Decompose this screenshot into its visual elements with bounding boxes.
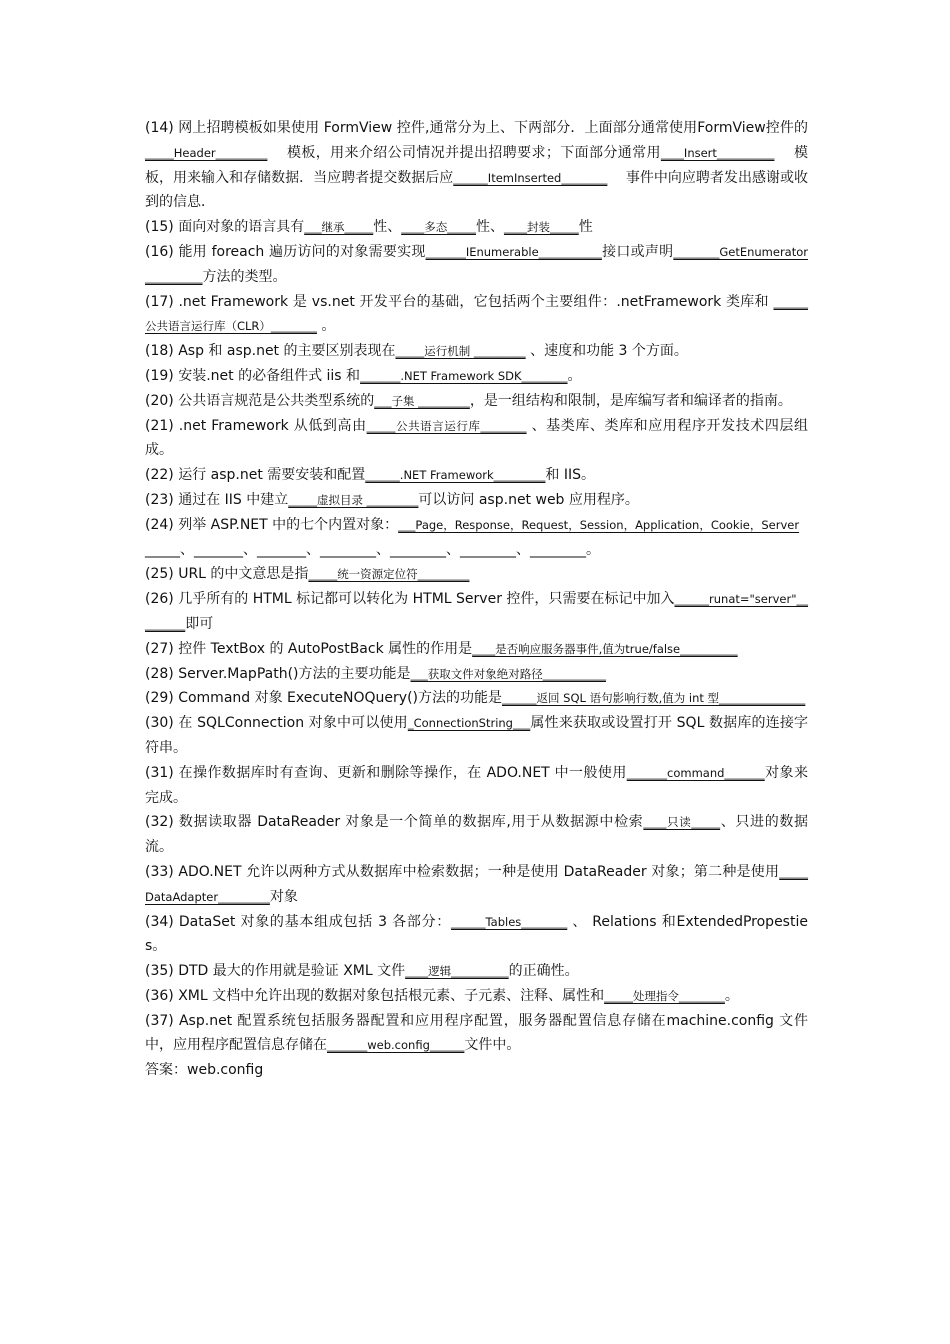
question-text: 几乎所有的 HTML 标记都可以转化为 HTML Server 控件，只需要在标记中加入: [178, 591, 675, 608]
question-number: (24): [145, 516, 179, 533]
question-item: [145, 910, 808, 960]
answer-blank: ___Page，Response，Request，Session，Application，Cookie，Server: [398, 517, 800, 532]
question-text: XML 文档中允许出现的数据对象包括根元素、子元素、注释、属性和: [178, 987, 605, 1004]
question-item: [145, 587, 808, 637]
question-text: 。: [724, 987, 739, 1004]
question-text: 。: [567, 367, 582, 384]
answer-blank: ____只读_____: [643, 815, 721, 830]
answer-blank: _____公共语言运行库________: [366, 418, 527, 433]
question-item: [145, 215, 808, 240]
question-text: ，是一组结构和限制，是库编写者和编译者的指南。: [469, 392, 792, 409]
question-text: 性、: [373, 219, 402, 236]
question-number: (18): [145, 343, 179, 360]
answer-blank: ____逻辑__________: [405, 964, 509, 979]
answer-blank: _____DataAdapter_________: [145, 864, 808, 904]
question-number: (35): [145, 963, 179, 980]
question-text: 对象来完成。: [145, 764, 808, 806]
question-text: Asp.net 配置系统包括服务器配置和应用程序配置，服务器配置信息存储在machine.config 文件中，应用程序配置信息存储在: [145, 1012, 808, 1054]
question-item: [145, 984, 808, 1009]
question-item: [145, 686, 808, 711]
question-text: 事件中向应聘者发出感谢或收到的信息．: [145, 169, 808, 211]
question-text: 模板，用来介绍公司情况并提出招聘要求；下面部分通常用: [267, 144, 661, 161]
answer-blank: _______IEnumerable___________: [425, 244, 602, 259]
question-number: (15): [145, 219, 179, 236]
question-text: 面向对象的语言具有: [178, 219, 305, 236]
question-text: 属性来获取或设置打开 SQL 数据库的连接字符串。: [145, 715, 808, 756]
question-text: 在操作数据库时有查询、更新和删除等操作，在 ADO.NET 中一般使用: [178, 764, 627, 781]
question-number: (37): [145, 1012, 179, 1029]
question-text: 、速度和功能 3 个方面。: [525, 343, 688, 360]
document-page: [145, 116, 808, 1083]
question-text: 模板，用来输入和存储数据．当应聘者提交数据后应: [145, 144, 809, 186]
question-text: 网上招聘模板如果使用 FormView 控件,通常分为上、下两部分．上面部分通常使用FormView控件的: [178, 120, 808, 136]
question-text: 、基类库、类库和应用程序开发技术四层组成。: [145, 417, 809, 459]
question-text: DTD 最大的作用就是验证 XML 文件: [178, 963, 406, 980]
answer-blank: ____是否响应服务器事件,值为true/false__________: [472, 641, 738, 656]
answer-blank: ______返回 SQL 语句影响行数,值为 int 型_______________: [502, 691, 806, 706]
question-text: 文件中。: [464, 1037, 521, 1054]
question-number: (19): [145, 367, 179, 384]
question-item: [145, 116, 808, 215]
question-item: [145, 810, 808, 860]
question-text: Server.MapPath()方法的主要功能是: [178, 665, 411, 682]
question-text: URL 的中文意思是指: [178, 566, 309, 583]
question-number: (31): [145, 764, 179, 781]
question-number: (26): [145, 591, 179, 608]
question-number: (36): [145, 987, 179, 1004]
question-text: 、 Relations 和ExtendedPropesties。: [145, 913, 808, 955]
question-item: [145, 761, 808, 811]
question-text: 能用 foreach 遍历访问的对象需要实现: [178, 243, 426, 260]
question-text: ADO.NET 允许以两种方式从数据库中检索数据；一种是使用 DataReader 对象；第二种是使用: [178, 863, 780, 880]
question-number: (14): [145, 120, 179, 136]
answer-blank: ___获取文件对象绝对路径___________: [410, 666, 607, 681]
final-answer: 答案：web.config: [145, 1062, 264, 1079]
answer-blank: ______.NET Framework_________: [365, 468, 546, 483]
question-number: (25): [145, 566, 179, 583]
question-item: [145, 1009, 808, 1059]
question-number: (16): [145, 243, 179, 260]
answer-blank: ____Insert__________: [660, 145, 775, 160]
answer-blank: _____Header_________: [145, 145, 268, 160]
question-item: [145, 488, 808, 513]
question-text: 安装.net 的必备组件式 iis 和: [178, 367, 361, 384]
question-text: 公共语言规范是公共类型系统的: [178, 392, 375, 409]
answer-blank: ______runat="server"_________: [145, 592, 808, 631]
question-item: [145, 662, 808, 687]
question-number: (20): [145, 392, 179, 409]
question-item: [145, 364, 808, 389]
answer-blank: ____封装_____: [503, 220, 579, 235]
question-item: [145, 959, 808, 984]
question-text: 性、: [475, 219, 504, 236]
question-text: Asp 和 asp.net 的主要区别表现在: [178, 343, 396, 360]
question-text: 在 SQLConnection 对象中可以使用: [178, 715, 408, 732]
question-number: (17): [145, 293, 179, 310]
question-text: 运行 asp.net 需要安装和配置: [178, 467, 366, 484]
question-text: 可以访问 asp.net web 应用程序。: [418, 491, 639, 508]
answer-blank: ____多态_____: [401, 220, 476, 235]
question-number: (29): [145, 690, 179, 707]
question-number: (23): [145, 491, 179, 508]
question-number: (30): [145, 715, 179, 732]
question-text: 的正确性。: [508, 963, 579, 980]
question-text: 和 IIS。: [545, 467, 596, 484]
question-item: [145, 637, 808, 662]
question-item: [145, 711, 808, 761]
question-text: 数据读取器 DataReader 对象是一个简单的数据库,用于从数据源中检索: [178, 814, 644, 831]
question-item: [145, 860, 808, 910]
question-number: (27): [145, 640, 179, 657]
question-text: 对象: [269, 888, 298, 905]
question-item: [145, 290, 808, 340]
question-list: [145, 116, 808, 1058]
answer-blank: _____统一资源定位符_________: [308, 567, 470, 582]
question-text: 接口或声明: [601, 243, 674, 260]
question-text: 控件 TextBox 的 AutoPostBack 属性的作用是: [178, 640, 473, 657]
question-text: 即可: [185, 615, 214, 632]
answer-blank: ______公共语言运行库（CLR）________: [145, 294, 808, 334]
question-item: [145, 389, 808, 414]
question-number: (22): [145, 467, 179, 484]
answer-blank: ___子集 _________: [374, 393, 470, 408]
question-text: 通过在 IIS 中建立: [178, 491, 289, 508]
answer-blank: _______.NET Framework SDK________: [360, 368, 568, 383]
question-item: [145, 240, 808, 290]
question-text: 列举 ASP.NET 中的七个内置对象：: [178, 516, 399, 533]
answer-blank: _______command_______: [626, 765, 765, 780]
question-number: (34): [145, 913, 179, 930]
question-item: [145, 414, 808, 464]
question-number: (32): [145, 814, 179, 831]
answer-blank: _____运行机制 _________: [395, 344, 526, 359]
question-item: [145, 513, 808, 563]
question-text: _____、_______、_______、________、________、________、________。: [145, 541, 600, 558]
answer-blank: ___继承_____: [304, 220, 374, 235]
question-text: .net Framework 是 vs.net 开发平台的基础，它包括两个主要组件：.netFramework 类库和: [178, 293, 774, 310]
question-text: .net Framework 从低到高由: [178, 417, 367, 434]
answer-blank: ______ItemInserted________: [453, 170, 608, 185]
answer-blank: ________GetEnumerator__________: [145, 244, 808, 284]
question-number: (28): [145, 665, 179, 682]
answer-blank: _____虚拟目录 _________: [288, 492, 419, 507]
question-item: [145, 339, 808, 364]
question-number: (33): [145, 863, 179, 880]
question-text: 性: [578, 219, 593, 236]
question-item: [145, 562, 808, 587]
answer-blank: _______web.config______: [327, 1038, 465, 1053]
question-text: 、只进的数据流。: [145, 814, 808, 856]
question-text: 方法的类型。: [202, 268, 287, 285]
question-text: 。: [316, 318, 336, 335]
question-text: Command 对象 ExecuteNOQuery()方法的功能是: [178, 690, 503, 707]
question-item: [145, 463, 808, 488]
answer-blank: _ConnectionString___: [407, 716, 531, 731]
question-number: (21): [145, 417, 179, 434]
answer-blank: _____处理指令________: [604, 988, 725, 1003]
question-text: DataSet 对象的基本组成包括 3 各部分：: [178, 913, 452, 930]
answer-blank: ______Tables________: [451, 914, 568, 929]
